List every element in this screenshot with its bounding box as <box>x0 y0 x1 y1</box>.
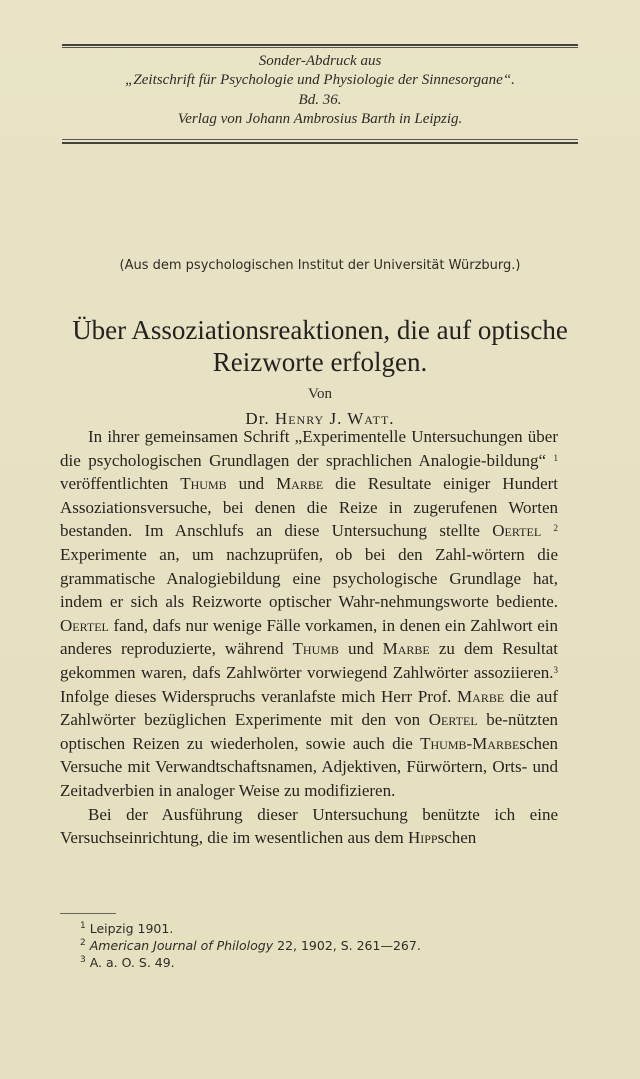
text-run: schen <box>437 828 477 848</box>
footnote-number: 2 <box>80 938 86 948</box>
footnote-ref: 3 <box>553 664 558 675</box>
text-run: die Resultate einiger Hundert Assoziationsversuche, bei denen die Reize in zugerufenen Worten bestanden. Im Anschlufs an diese Untersuchung stellte <box>60 474 558 541</box>
paragraph-1 <box>60 425 558 803</box>
header-bottom-rule <box>62 142 578 144</box>
header-top-rule <box>62 44 578 46</box>
title-line-1: Über Assoziationsreaktionen, die auf optische <box>72 315 568 345</box>
text-run: be-nützten optischen Reizen zu wiederholen, sowie auch die <box>60 710 558 753</box>
text-run: und <box>226 474 277 494</box>
author-name: Henry J. Watt. <box>274 409 395 428</box>
author-reference: Oertel <box>492 521 542 541</box>
author-reference: Thumb-Marbe <box>420 733 520 753</box>
author-prefix: Dr. <box>245 409 270 428</box>
footnote-rule <box>60 913 116 914</box>
text-run: die auf Zahlwörter bezüglichen Experimente mit den von <box>60 686 558 730</box>
byline-von: Von <box>308 386 332 402</box>
text-run: Infolge dieses Widerspruchs veranlafste mich Herr Prof. <box>60 686 458 706</box>
footnote-ref: 2 <box>553 523 558 534</box>
author-reference: Thumb <box>292 639 339 659</box>
text-run: veröffentlichten <box>60 474 181 494</box>
text-run: Bei der Ausführung dieser Untersuchung benützte ich eine Versuchseinrichtung, die im wesentlichen aus dem <box>60 804 558 848</box>
author-reference: Oertel <box>428 710 478 730</box>
footnotes <box>80 920 560 971</box>
footnote-item <box>80 954 560 971</box>
author-reference: Marbe <box>276 474 324 494</box>
text-run: Experimente an, um nachzuprüfen, ob bei den Zahl-wörtern die grammatische Analogiebildung eine psychologische Grundlage hat, indem er sich als Reizworte optischer Wahr-nehmungsworte bediente. <box>60 544 558 612</box>
text-run <box>541 521 553 540</box>
header-line-3: Bd. 36. <box>298 92 342 108</box>
footnote-text: A. a. O. S. 49. <box>89 955 175 970</box>
text-run: schen Versuche mit Verwandtschaftsnamen, Adjektiven, Fürwörtern, Orts- und Zeitadverbien in analoger Weise zu modifizieren. <box>60 733 558 800</box>
footnote-text: Leipzig 1901. <box>89 921 174 936</box>
header-bottom-rule-thin <box>62 139 578 140</box>
footnote-item <box>80 920 560 937</box>
title-line-2: Reizworte erfolgen. <box>212 347 428 377</box>
text-run: und <box>338 639 383 659</box>
author-reference: Marbe <box>382 639 430 659</box>
author-reference: Thumb <box>180 474 227 494</box>
header-top-rule-thin <box>62 47 578 48</box>
header-line-1: Sonder-Abdruck aus <box>258 53 382 69</box>
footnote-ref: 1 <box>553 452 558 463</box>
text-run: fand, dafs nur wenige Fälle vorkamen, in denen ein Zahlwort ein anderes reproduzierte, während <box>60 615 558 659</box>
footnote-number: 1 <box>80 921 86 931</box>
footnote-journal-title: American Journal of Philology <box>89 938 274 953</box>
footnote-text: 22, 1902, S. 261—267. <box>273 938 421 953</box>
header-line-4: Verlag von Johann Ambrosius Barth in Leipzig. <box>177 111 463 127</box>
text-run: zu dem Resultat gekommen waren, dafs Zahlwörter vorwiegend Zahlwörter assoziieren. <box>60 639 559 682</box>
author-reference: Oertel <box>60 615 109 635</box>
institute-note: (Aus dem psychologischen Institut der Universität Würzburg.) <box>119 258 521 273</box>
header-line-2: „Zeitschrift für Psychologie und Physiologie der Sinnesorgane“. <box>125 72 515 88</box>
author-reference: Hipp <box>407 828 438 848</box>
paragraph-2 <box>60 803 558 850</box>
footnote-item <box>80 937 560 954</box>
text-run: In ihrer gemeinsamen Schrift „Experimentelle Untersuchungen über die psychologischen Grundlagen der sprachlichen Analogie-bildung“ <box>60 427 558 470</box>
body-text <box>60 425 558 850</box>
author-reference: Marbe <box>457 686 505 706</box>
footnote-number: 3 <box>80 955 86 965</box>
